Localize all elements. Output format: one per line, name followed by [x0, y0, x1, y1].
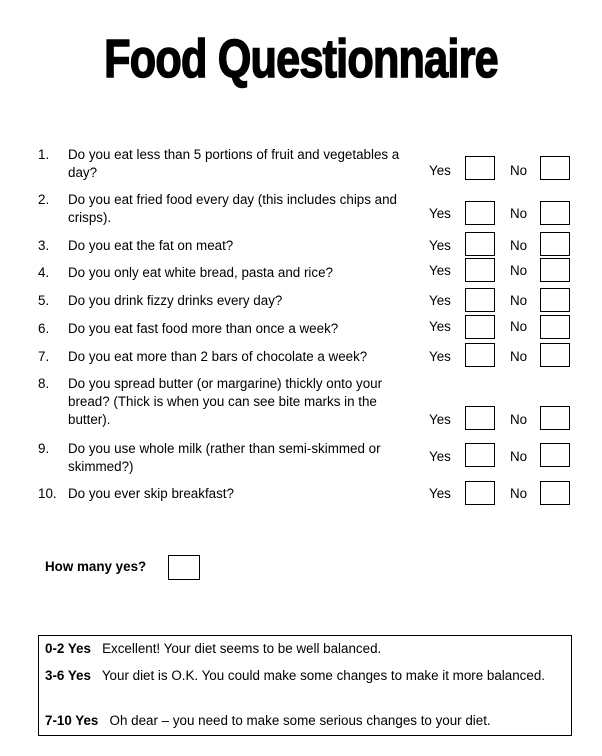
question-text: Do you eat the fat on meat? — [68, 238, 234, 253]
no-label: No — [510, 449, 528, 464]
question-number: 6. — [38, 321, 50, 336]
yes-checkbox[interactable] — [465, 258, 495, 282]
yes-checkbox[interactable] — [465, 443, 495, 467]
yes-checkbox[interactable] — [465, 201, 495, 225]
yes-checkbox[interactable] — [465, 288, 495, 312]
yes-checkbox[interactable] — [465, 481, 495, 505]
no-checkbox[interactable] — [540, 201, 570, 225]
yes-checkbox[interactable] — [465, 406, 495, 430]
no-label: No — [510, 163, 528, 178]
yes-label: Yes — [429, 206, 451, 221]
question-text: Do you drink fizzy drinks every day? — [68, 293, 283, 308]
question-number: 5. — [38, 293, 50, 308]
question-text: Do you eat fried food every day (this includes chips and crisps). — [68, 192, 397, 225]
key-row — [45, 667, 565, 685]
yes-label: Yes — [429, 238, 451, 253]
yes-count-box[interactable] — [168, 555, 200, 580]
no-checkbox[interactable] — [540, 156, 570, 180]
no-checkbox[interactable] — [540, 343, 570, 367]
yes-checkbox[interactable] — [465, 343, 495, 367]
yes-label: Yes — [429, 263, 451, 278]
no-label: No — [510, 206, 528, 221]
question-number: 10. — [38, 486, 57, 501]
question-text: Do you only eat white bread, pasta and rice? — [68, 265, 334, 280]
question-text: Do you eat less than 5 portions of fruit and vegetables a day? — [68, 147, 400, 180]
key-message: Excellent! Your diet seems to be well balanced. — [102, 641, 382, 656]
no-label: No — [510, 349, 528, 364]
key-range: 7-10 Yes — [45, 713, 99, 728]
yes-label: Yes — [429, 319, 451, 334]
key-range: 0-2 Yes — [45, 641, 91, 656]
question-number: 7. — [38, 349, 50, 364]
yes-checkbox[interactable] — [465, 156, 495, 180]
question-text: Do you use whole milk (rather than semi-skimmed or skimmed?) — [68, 441, 381, 474]
page-title: Food Questionnaire — [104, 29, 498, 89]
question-number: 8. — [38, 376, 50, 391]
no-label: No — [510, 412, 528, 427]
yes-count-label: How many yes? — [45, 559, 147, 574]
yes-label: Yes — [429, 486, 451, 501]
question-number: 2. — [38, 192, 50, 207]
key-row — [45, 640, 565, 658]
scoring-key — [38, 635, 572, 736]
no-label: No — [510, 238, 528, 253]
no-checkbox[interactable] — [540, 406, 570, 430]
key-message: Your diet is O.K. You could make some changes to make it more balanced. — [101, 668, 545, 683]
question-text: Do you eat fast food more than once a week? — [68, 321, 339, 336]
yes-label: Yes — [429, 293, 451, 308]
yes-label: Yes — [429, 412, 451, 427]
no-checkbox[interactable] — [540, 232, 570, 256]
yes-checkbox[interactable] — [465, 315, 495, 339]
yes-label: Yes — [429, 349, 451, 364]
no-checkbox[interactable] — [540, 481, 570, 505]
key-range: 3-6 Yes — [45, 668, 91, 683]
no-checkbox[interactable] — [540, 288, 570, 312]
key-row — [45, 712, 565, 730]
question-text: Do you spread butter (or margarine) thickly onto your bread? (Thick is when you can see bite marks in the butter). — [68, 376, 383, 427]
yes-label: Yes — [429, 449, 451, 464]
question-number: 1. — [38, 147, 50, 162]
no-label: No — [510, 486, 528, 501]
question-number: 3. — [38, 238, 50, 253]
no-label: No — [510, 293, 528, 308]
no-label: No — [510, 319, 528, 334]
question-number: 9. — [38, 441, 50, 456]
question-text: Do you ever skip breakfast? — [68, 486, 234, 501]
no-label: No — [510, 263, 528, 278]
question-text: Do you eat more than 2 bars of chocolate a week? — [68, 349, 368, 364]
no-checkbox[interactable] — [540, 443, 570, 467]
question-number: 4. — [38, 265, 50, 280]
key-message: Oh dear – you need to make some serious changes to your diet. — [109, 713, 491, 728]
yes-label: Yes — [429, 163, 451, 178]
no-checkbox[interactable] — [540, 315, 570, 339]
no-checkbox[interactable] — [540, 258, 570, 282]
yes-checkbox[interactable] — [465, 232, 495, 256]
